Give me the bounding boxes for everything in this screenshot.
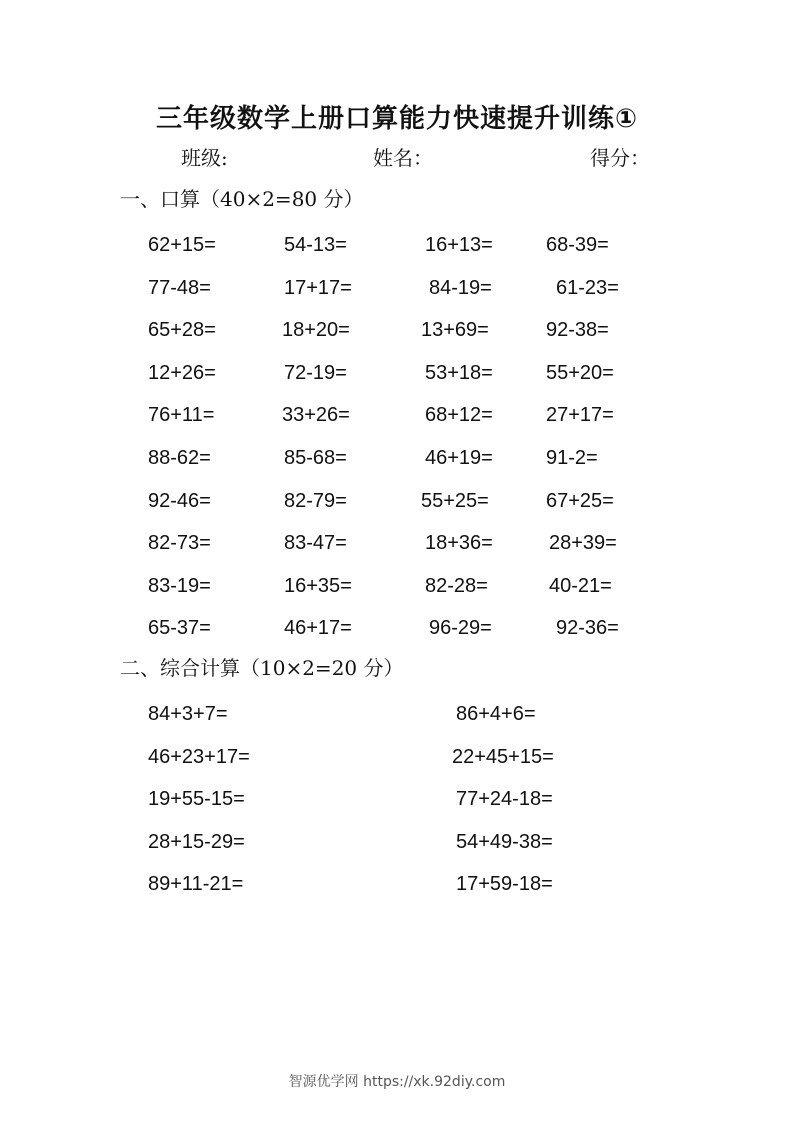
mixed-problem: 77+24-18= — [456, 788, 553, 810]
oral-problem: 65+28= — [148, 319, 216, 342]
class-label: 班级: — [181, 146, 228, 170]
oral-problem: 17+17= — [284, 276, 352, 299]
oral-problem: 67+25= — [546, 489, 614, 512]
oral-problem: 82-28= — [425, 574, 488, 597]
mixed-problem: 22+45+15= — [452, 745, 554, 768]
oral-problem: 88-62= — [148, 447, 211, 469]
oral-problem: 18+20= — [282, 319, 350, 342]
oral-problem: 33+26= — [282, 404, 350, 427]
section1-heading: 一、口算（40×2=80 分） — [120, 187, 364, 211]
mixed-problem: 17+59-18= — [456, 873, 553, 895]
oral-problem: 92-36= — [556, 617, 619, 640]
mixed-problem: 46+23+17= — [148, 745, 250, 768]
oral-problem: 61-23= — [556, 276, 619, 299]
oral-problem: 92-46= — [148, 489, 211, 512]
oral-problem: 13+69= — [421, 319, 489, 342]
oral-problem: 16+35= — [284, 574, 352, 597]
oral-problem: 55+20= — [546, 361, 614, 384]
oral-problem: 83-19= — [148, 574, 211, 597]
oral-problem: 82-73= — [148, 532, 211, 555]
oral-problem: 54-13= — [284, 234, 347, 256]
section2-heading: 二、综合计算（10×2=20 分） — [120, 656, 404, 680]
oral-problem: 28+39= — [549, 532, 617, 555]
mixed-problem: 19+55-15= — [148, 788, 245, 810]
oral-problem: 68+12= — [425, 404, 493, 427]
oral-problem: 46+17= — [284, 617, 352, 640]
oral-problem: 12+26= — [148, 361, 216, 384]
oral-problem: 76+11= — [148, 404, 215, 427]
oral-problem: 62+15= — [148, 234, 216, 256]
oral-problem: 85-68= — [284, 447, 347, 469]
oral-problem: 18+36= — [425, 532, 493, 555]
name-label: 姓名： — [373, 146, 433, 170]
oral-problem: 84-19= — [429, 276, 492, 299]
mixed-problem: 86+4+6= — [456, 703, 536, 725]
oral-problem: 68-39= — [546, 234, 609, 256]
oral-problem: 82-79= — [284, 489, 347, 512]
oral-problem: 83-47= — [284, 532, 347, 555]
footer-watermark: 智源优学网 https://xk.92diy.com — [288, 1074, 506, 1090]
oral-problem: 27+17= — [546, 404, 614, 427]
oral-problem: 65-37= — [148, 617, 211, 640]
score-label: 得分： — [590, 146, 650, 170]
mixed-problem: 84+3+7= — [148, 703, 228, 725]
worksheet-title: 三年级数学上册口算能力快速提升训练① — [155, 104, 638, 134]
oral-problem: 72-19= — [284, 361, 347, 384]
mixed-problem: 89+11-21= — [148, 873, 244, 895]
oral-problem: 40-21= — [549, 574, 612, 597]
mixed-problem: 54+49-38= — [456, 830, 553, 853]
oral-problem: 91-2= — [546, 447, 598, 469]
oral-problem: 53+18= — [425, 361, 493, 384]
mixed-problem: 28+15-29= — [148, 830, 245, 853]
oral-problem: 77-48= — [148, 276, 211, 299]
oral-problem: 46+19= — [425, 447, 493, 469]
oral-problem: 16+13= — [425, 234, 493, 256]
oral-problem: 55+25= — [421, 489, 489, 512]
oral-problem: 96-29= — [429, 617, 492, 640]
oral-problem: 92-38= — [546, 319, 609, 342]
